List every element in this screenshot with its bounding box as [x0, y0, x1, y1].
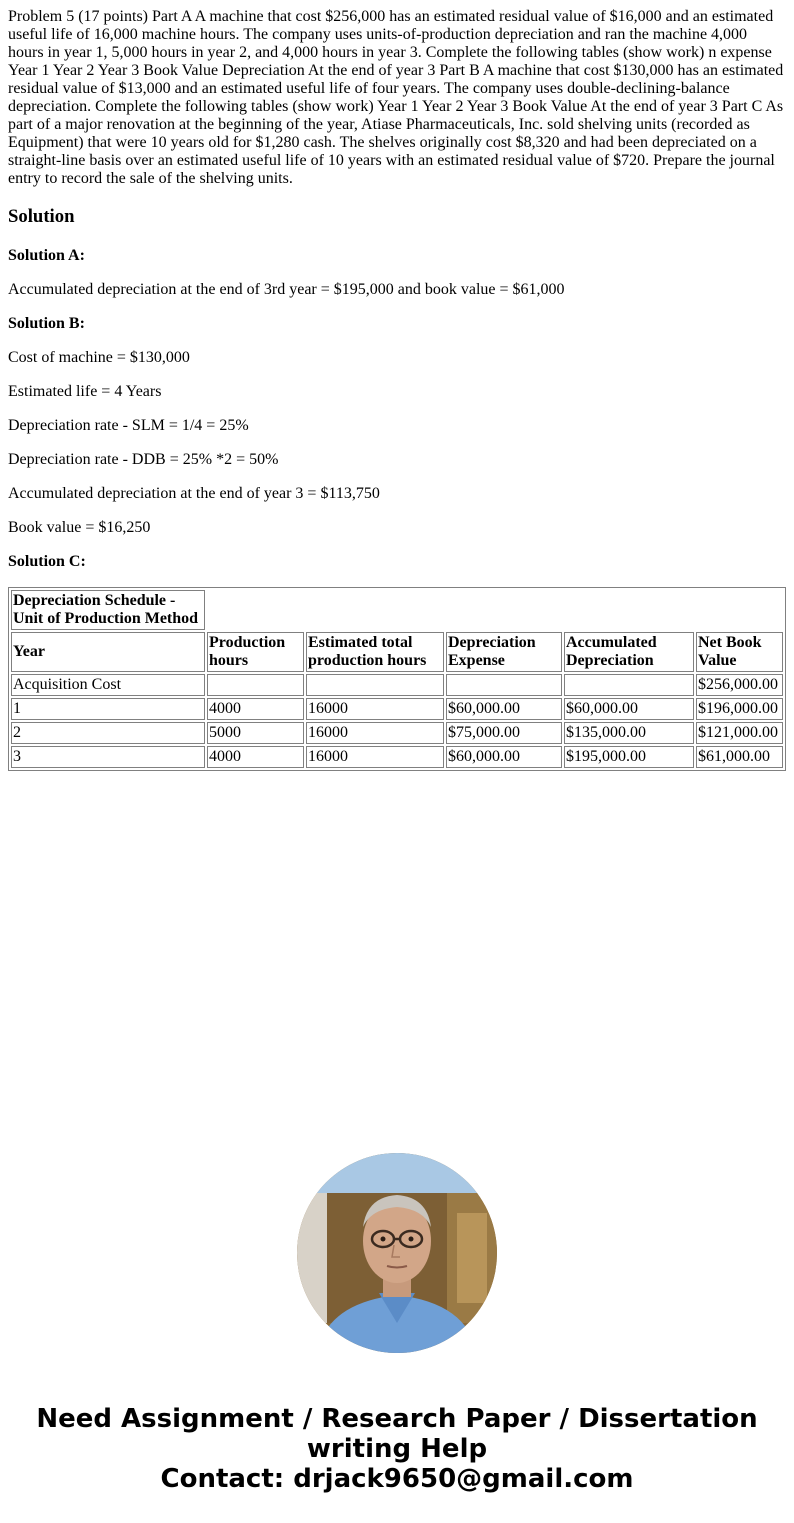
solution-b-line: Book value = $16,250	[8, 519, 151, 536]
tutor-avatar	[297, 1153, 497, 1353]
table-cell	[564, 674, 694, 696]
table-cell: $195,000.00	[564, 746, 694, 768]
table-row	[11, 698, 783, 720]
column-header: Accumulated Depreciation	[564, 632, 694, 672]
depreciation-table	[8, 587, 786, 771]
help-banner	[0, 1404, 794, 1494]
solution-heading: Solution	[8, 206, 75, 227]
solution-b-line: Estimated life = 4 Years	[8, 383, 162, 400]
solution-b-line: Cost of machine = $130,000	[8, 349, 190, 366]
table-title-spacer	[207, 590, 783, 630]
table-title-row	[11, 590, 783, 630]
table-cell: 5000	[207, 722, 304, 744]
solution-b-label-text: Solution B:	[8, 315, 85, 332]
table-header-row	[11, 632, 783, 672]
table-row	[11, 674, 783, 696]
column-header: Year	[11, 632, 205, 672]
solution-c-label-text: Solution C:	[8, 553, 86, 570]
solution-b-line: Depreciation rate - SLM = 1/4 = 25%	[8, 417, 249, 434]
solution-b-line: Accumulated depreciation at the end of year 3 = $113,750	[8, 485, 380, 502]
table-cell: 16000	[306, 722, 444, 744]
solution-a-line: Accumulated depreciation at the end of 3rd year = $195,000 and book value = $61,000	[8, 281, 565, 298]
table-cell: Acquisition Cost	[11, 674, 205, 696]
table-cell: 16000	[306, 746, 444, 768]
table-cell: 4000	[207, 698, 304, 720]
table-cell: $135,000.00	[564, 722, 694, 744]
banner-line: Need Assignment / Research Paper / Dissertation	[36, 1404, 758, 1434]
column-header: Depreciation Expense	[446, 632, 562, 672]
table-cell: $60,000.00	[564, 698, 694, 720]
table-cell	[306, 674, 444, 696]
table-cell: 16000	[306, 698, 444, 720]
banner-line: writing Help	[306, 1434, 488, 1464]
table-cell: $60,000.00	[446, 746, 562, 768]
table-cell: 2	[11, 722, 205, 744]
solution-a-label-text: Solution A:	[8, 247, 85, 264]
table-cell: 1	[11, 698, 205, 720]
table-cell: $60,000.00	[446, 698, 562, 720]
solution-a-label	[8, 247, 786, 265]
table-cell	[207, 674, 304, 696]
table-cell: $256,000.00	[696, 674, 783, 696]
table-row	[11, 722, 783, 744]
table-cell: $61,000.00	[696, 746, 783, 768]
solution-c-label	[8, 553, 786, 571]
banner-contact: Contact: drjack9650@gmail.com	[160, 1464, 634, 1494]
table-cell: $121,000.00	[696, 722, 783, 744]
tutor-portrait-image	[297, 1153, 497, 1353]
table-cell	[446, 674, 562, 696]
table-cell: 3	[11, 746, 205, 768]
table-title: Depreciation Schedule - Unit of Production Method	[11, 590, 205, 630]
column-header: Net Book Value	[696, 632, 783, 672]
solution-b-label	[8, 315, 786, 333]
table-row	[11, 746, 783, 768]
column-header: Estimated total production hours	[306, 632, 444, 672]
table-cell: $75,000.00	[446, 722, 562, 744]
table-cell: $196,000.00	[696, 698, 783, 720]
problem-text: Problem 5 (17 points) Part A A machine that cost $256,000 has an estimated residual value of $16,000 and an estimated useful life of 16,000 machine hours. The company uses units-of-production depreciation and ran the machine 4,000 hours in year 1, 5,000 hours in year 2, and 4,000 hours in year 3. Complete the following tables (show work) n expense Year 1 Year 2 Year 3 Book Value Depreciation At the end of year 3 Part B A machine that cost $130,000 has an estimated residual value of $13,000 and an estimated useful life of four years. The company uses double-declining-balance depreciation. Complete the following tables (show work) Year 1 Year 2 Year 3 Book Value At the end of year 3 Part C As part of a major renovation at the beginning of the year, Atiase Pharmaceuticals, Inc. sold shelving units (recorded as Equipment) that were 10 years old for $1,280 cash. The shelves originally cost $8,320 and had been depreciated on a straight-line basis over an estimated useful life of 10 years with an estimated residual value of $720. Prepare the journal entry to record the sale of the shelving units.	[8, 8, 784, 187]
column-header: Production hours	[207, 632, 304, 672]
solution-b-line: Depreciation rate - DDB = 25% *2 = 50%	[8, 451, 279, 468]
table-cell: 4000	[207, 746, 304, 768]
